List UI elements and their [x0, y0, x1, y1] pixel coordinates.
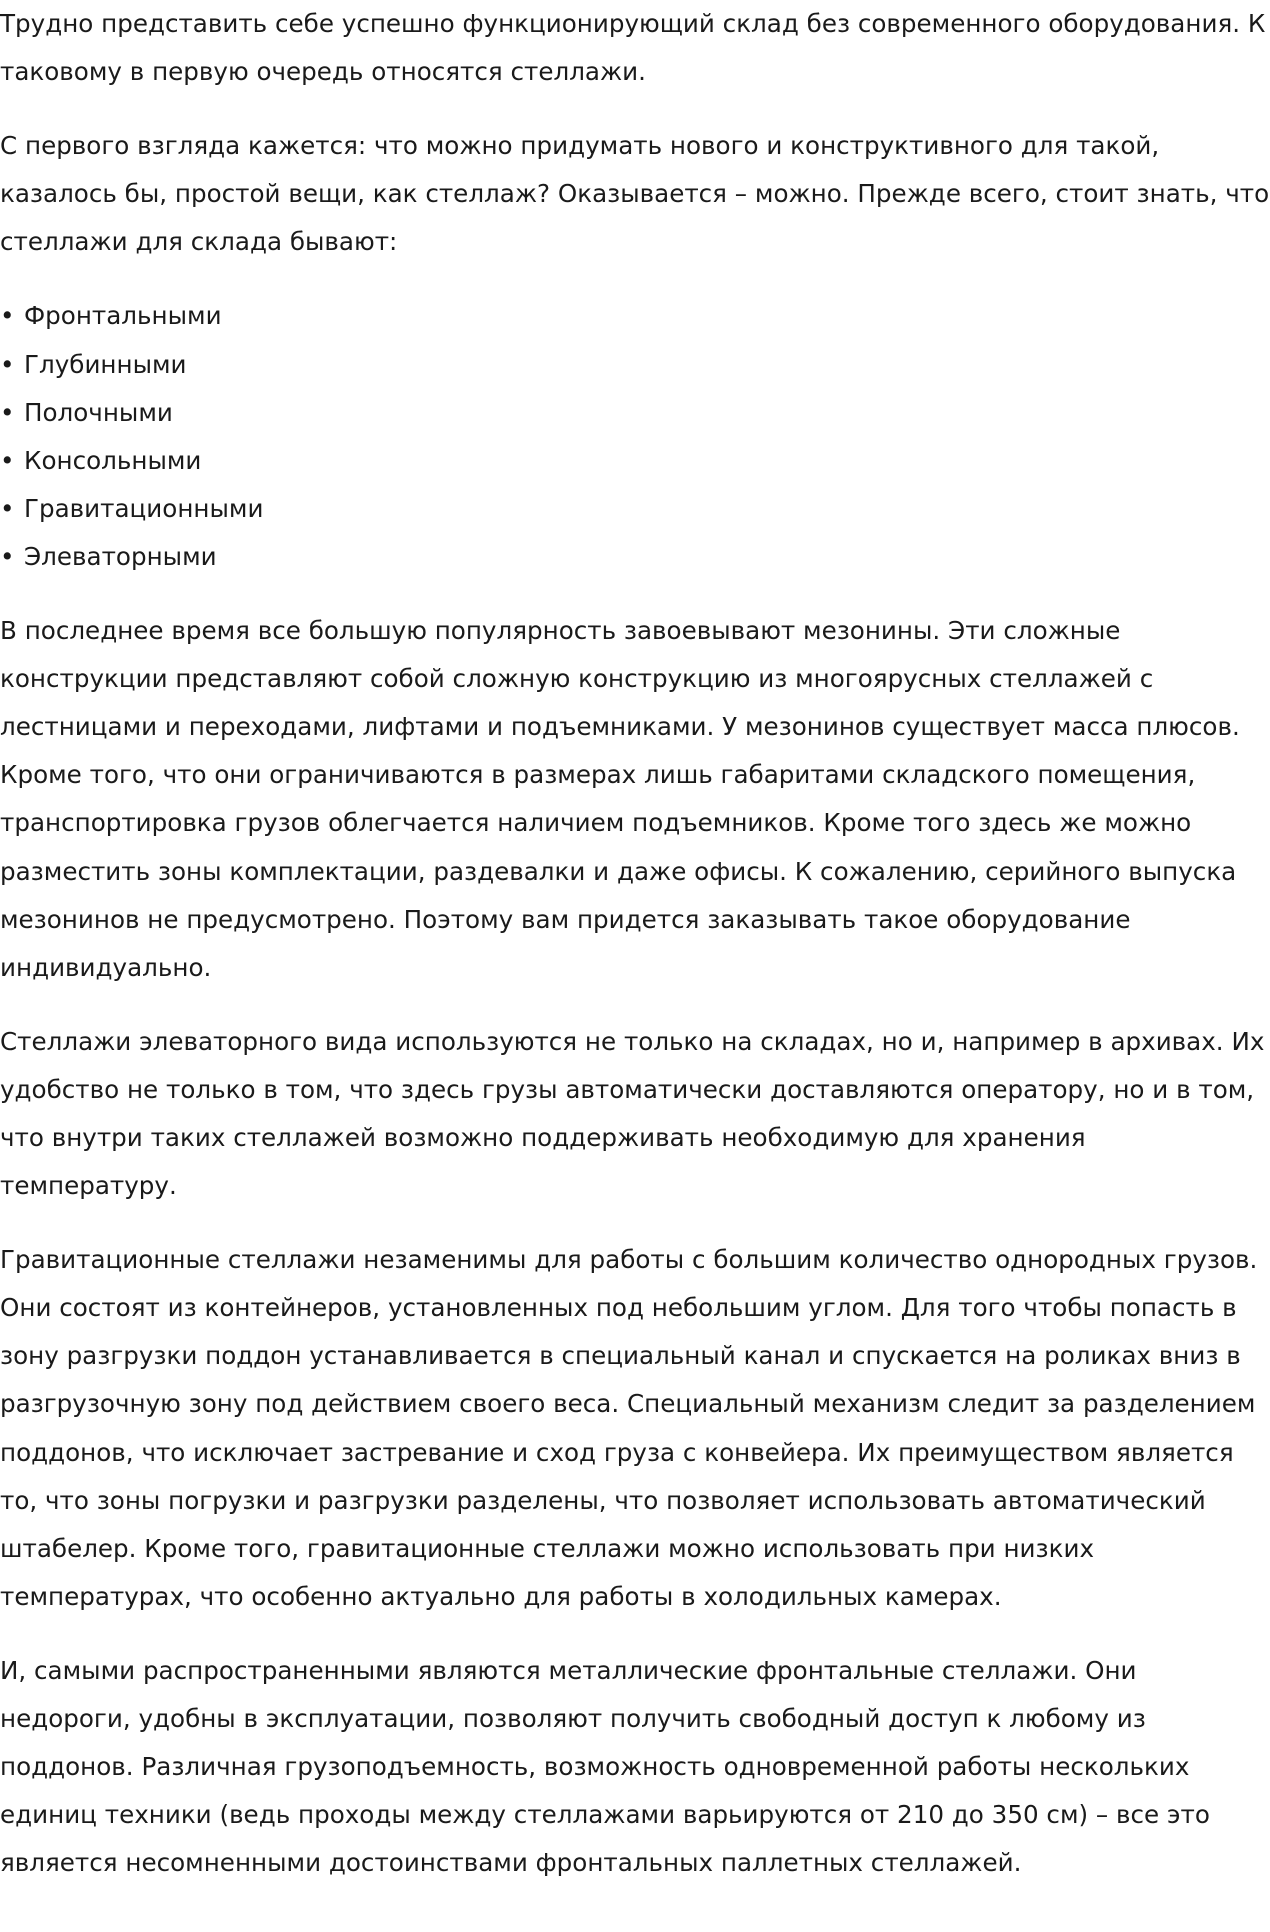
rack-types-paragraph: С первого взгляда кажется: что можно придумать нового и конструктивного для такой, казалось бы, простой вещи, как стеллаж? Оказывается – можно. Прежде всего, стоит знать, что стеллажи для склада бывают:	[0, 131, 1270, 257]
list-item-label: Фронтальными	[24, 301, 222, 331]
intro-paragraph: Трудно представить себе успешно функционирующий склад без современного оборудования. К таковому в первую очередь относятся стеллажи.	[0, 9, 1266, 87]
bullet-marker: •	[0, 301, 15, 331]
list-item	[0, 341, 1270, 389]
list-item-label: Гравитационными	[24, 493, 264, 523]
frontal-racks-paragraph: И, самыми распространенными являются металлические фронтальные стеллажи. Они недороги, удобны в эксплуатации, позволяют получить свободный доступ к любому из поддонов. Различная грузоподъемность, возможность одновременной работы нескольких единиц техники (ведь проходы между стеллажами варьируются от 210 до 350 см) – все это является несомненными достоинствами фронтальных паллетных стеллажей.	[0, 1655, 1210, 1878]
bullet-marker: •	[0, 445, 15, 475]
elevator-racks-paragraph: Стеллажи элеваторного вида используются не только на складах, но и, например в архивах. Их удобство не только в том, что здесь грузы автоматически доставляются оператору, но и в том, что внутри таких стеллажей возможно поддерживать необходимую для хранения температуру.	[0, 1026, 1265, 1201]
rack-types-list	[0, 292, 1270, 581]
gravity-racks-paragraph: Гравитационные стеллажи незаменимы для работы с большим количество однородных грузов. Они состоят из контейнеров, установленных под небольшим углом. Для того чтобы попасть в зону разгрузки поддон устанавливается в специальный канал и спускается на роликах вниз в разгрузочную зону под действием своего веса. Специальный механизм следит за разделением поддонов, что исключает застревание и сход груза с конвейера. Их преимуществом является то, что зоны погрузки и разгрузки разделены, что позволяет использовать автоматический штабелер. Кроме того, гравитационные стеллажи можно использовать при низких температурах, что особенно актуально для работы в холодильных камерах.	[0, 1245, 1258, 1611]
bullet-marker: •	[0, 493, 15, 523]
bullet-marker: •	[0, 541, 15, 571]
list-item	[0, 485, 1270, 533]
list-item-label: Полочными	[24, 397, 173, 427]
list-item	[0, 533, 1270, 581]
bullet-marker: •	[0, 397, 15, 427]
list-item	[0, 292, 1270, 340]
list-item-label: Глубинными	[24, 349, 187, 379]
list-item-label: Консольными	[24, 445, 202, 475]
list-item	[0, 437, 1270, 485]
bullet-marker: •	[0, 349, 15, 379]
list-item	[0, 389, 1270, 437]
mezzanine-paragraph: В последнее время все большую популярность завоевывают мезонины. Эти сложные конструкции представляют собой сложную конструкцию из многоярусных стеллажей с лестницами и переходами, лифтами и подъемниками. У мезонинов существует масса плюсов. Кроме того, что они ограничиваются в размерах лишь габаритами складского помещения, транспортировка грузов облегчается наличием подъемников. Кроме того здесь же можно разместить зоны комплектации, раздевалки и даже офисы. К сожалению, серийного выпуска мезонинов не предусмотрено. Поэтому вам придется заказывать такое оборудование индивидуально.	[0, 616, 1240, 982]
list-item-label: Элеваторными	[24, 541, 217, 571]
